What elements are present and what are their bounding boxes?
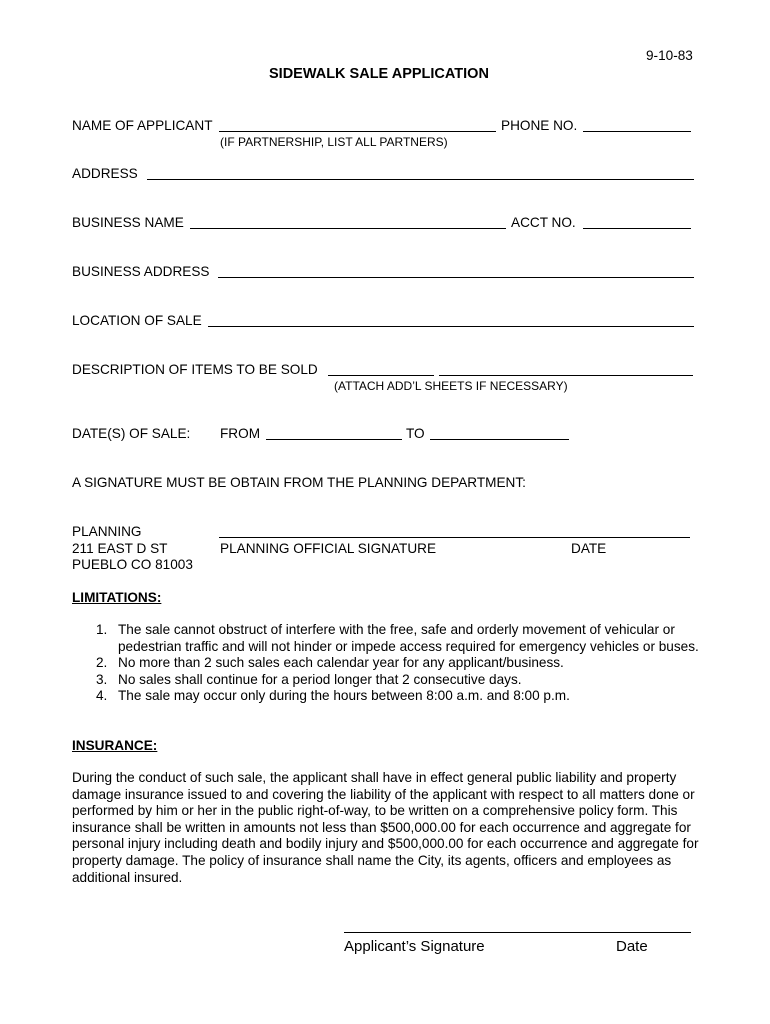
applicant-signature-label: Applicant’s Signature [344, 938, 485, 955]
business-name-label: BUSINESS NAME [72, 215, 184, 230]
planning-line2: 211 EAST D ST [72, 541, 168, 556]
business-address-field[interactable] [218, 277, 694, 278]
phone-field[interactable] [583, 131, 691, 132]
list-item-text: No sales shall continue for a period longer that 2 consecutive days. [118, 671, 522, 687]
list-item [72, 622, 702, 655]
planning-date-label: DATE [571, 541, 607, 556]
attach-note: (ATTACH ADD’L SHEETS IF NECESSARY) [334, 379, 568, 393]
acct-label: ACCT NO. [511, 215, 576, 230]
planning-line1: PLANNING [72, 524, 142, 539]
description-label: DESCRIPTION OF ITEMS TO BE SOLD [72, 362, 318, 377]
business-address-label: BUSINESS ADDRESS [72, 264, 210, 279]
list-item [72, 688, 702, 705]
address-label: ADDRESS [72, 166, 138, 181]
list-item-text: The sale cannot obstruct of interfere with the free, safe and orderly movement of vehicular or pedestrian traffic and will not hinder or impede access required for emergency vehicles or buses. [118, 622, 699, 654]
signature-notice: A SIGNATURE MUST BE OBTAIN FROM THE PLANNING DEPARTMENT: [72, 475, 526, 490]
planning-line3: PUEBLO CO 81003 [72, 557, 193, 572]
limitations-heading: LIMITATIONS: [72, 590, 162, 605]
business-name-field[interactable] [190, 228, 506, 229]
location-label: LOCATION OF SALE [72, 313, 202, 328]
from-date-field[interactable] [266, 439, 402, 440]
from-label: FROM [220, 426, 261, 441]
description-field-2[interactable] [439, 375, 693, 376]
list-item [72, 655, 702, 672]
applicant-signature-field[interactable] [344, 932, 691, 933]
phone-label: PHONE NO. [501, 118, 578, 133]
planning-signature-field[interactable] [219, 537, 690, 538]
list-item-number: 2. [96, 655, 108, 671]
insurance-heading: INSURANCE: [72, 738, 158, 753]
insurance-paragraph: During the conduct of such sale, the applicant shall have in effect general public liability and property damage insurance issued to and covering the liability of the applicant with respect to all matters done or performed by him or her in the public right-of-way, to be written on a comprehensive policy form. This insurance shall be written in amounts not less than $500,000.00 for each occurrence and aggregate for personal injury including death and bodily injury and $500,000.00 for each occurrence and aggregate for property damage. The policy of insurance shall name the City, its agents, officers and employees as additional insured. [72, 770, 699, 885]
partners-note: (IF PARTNERSHIP, LIST ALL PARTNERS) [220, 135, 448, 149]
limitations-list [72, 622, 702, 705]
form-title: SIDEWALK SALE APPLICATION [269, 66, 489, 82]
acct-field[interactable] [583, 228, 691, 229]
planning-official-signature-label: PLANNING OFFICIAL SIGNATURE [220, 541, 437, 556]
to-label: TO [406, 426, 425, 441]
applicant-date-label: Date [616, 938, 648, 955]
address-field[interactable] [147, 179, 694, 180]
location-field[interactable] [208, 326, 694, 327]
list-item [72, 672, 702, 689]
description-field-1[interactable] [328, 375, 434, 376]
name-label: NAME OF APPLICANT [72, 118, 213, 133]
list-item-number: 4. [96, 688, 108, 704]
list-item-text: No more than 2 such sales each calendar year for any applicant/business. [118, 655, 564, 671]
form-date-code: 9-10-83 [646, 48, 693, 63]
list-item-number: 1. [96, 622, 108, 637]
name-field[interactable] [219, 131, 496, 132]
to-date-field[interactable] [430, 439, 569, 440]
list-item-number: 3. [96, 671, 108, 687]
dates-label: DATE(S) OF SALE: [72, 426, 191, 441]
list-item-text: The sale may occur only during the hours between 8:00 a.m. and 8:00 p.m. [118, 688, 570, 704]
